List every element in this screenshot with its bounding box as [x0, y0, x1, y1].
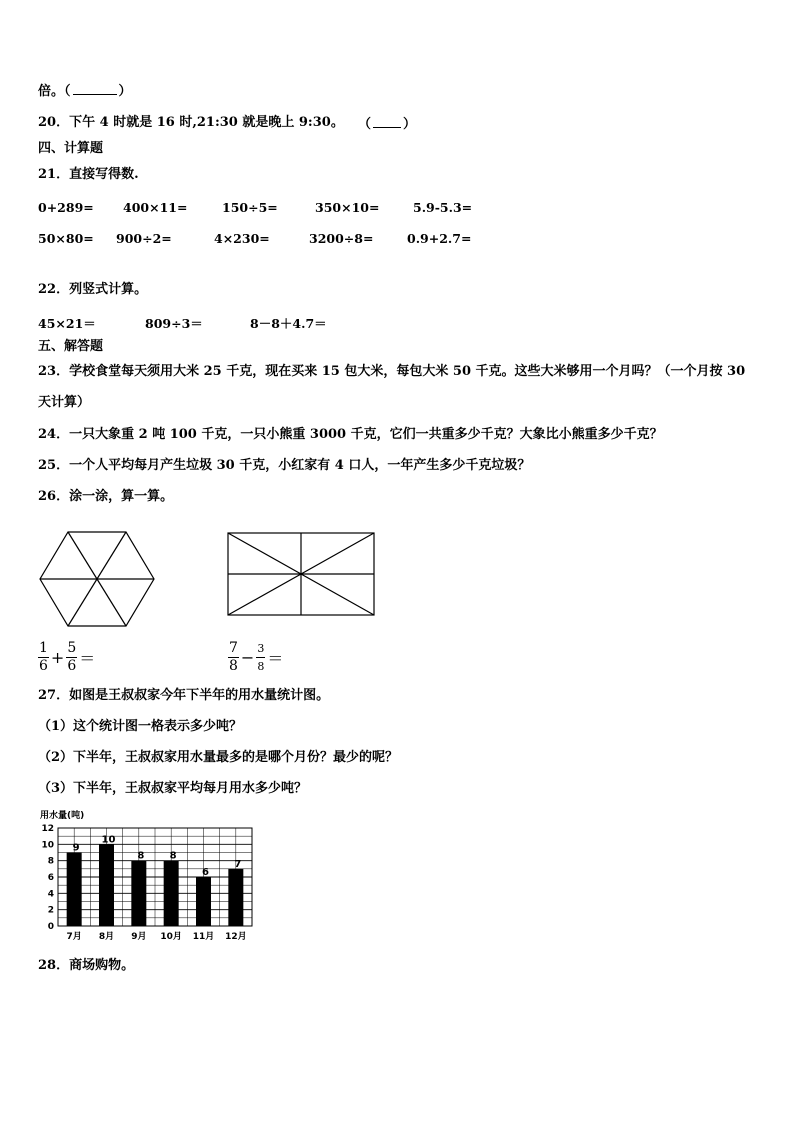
- bar: [67, 853, 82, 927]
- q23-line1: 23．学校食堂每天须用大米 25 千克，现在买来 15 包大米，每包大米 50 千克。这些大米够用一个月吗？（一个月按 30: [38, 364, 746, 379]
- calc21-2-5: 0.9+2.7=: [407, 231, 472, 246]
- hexagon-figure: [38, 530, 156, 630]
- q20-paren-close: ）: [403, 117, 417, 132]
- y-tick-label: 8: [47, 856, 54, 867]
- x-tick-label: 7月: [66, 932, 82, 942]
- bar: [228, 869, 243, 926]
- rectangle-figure: [226, 531, 376, 617]
- q19-text: 倍。（: [38, 84, 71, 99]
- fraction-expression-left: [38, 640, 97, 675]
- calc21-1-1: 0+289=: [38, 200, 94, 215]
- calc22-1: 45×21＝: [38, 316, 96, 331]
- q24: 24．一只大象重 2 吨 100 千克，一只小熊重 3000 千克，它们一共重多少千克？大象比小熊重多少千克？: [38, 427, 663, 442]
- fraction-7-8: [228, 640, 239, 675]
- y-tick-label: 0: [47, 922, 54, 932]
- bar: [164, 861, 179, 926]
- q20-paren-open: （: [358, 117, 372, 132]
- numerator: 5: [67, 640, 77, 656]
- denominator: 8: [257, 660, 265, 673]
- section-5-heading: 五、解答题: [38, 339, 104, 354]
- bar-data-label: 8: [169, 850, 177, 862]
- x-tick-label: 10月: [160, 932, 182, 942]
- y-tick-label: 10: [41, 840, 54, 851]
- answer-blank-19[interactable]: [73, 82, 117, 95]
- calc21-1-2: 400×11=: [123, 200, 188, 215]
- calc21-1-4: 350×10=: [315, 200, 380, 215]
- bar-data-label: 6: [202, 867, 209, 878]
- q25: 25．一个人平均每月产生垃圾 30 千克，小红家有 4 口人，一年产生多少千克垃圾？: [38, 458, 531, 473]
- denominator: 8: [229, 658, 238, 674]
- q23-line2: 天计算）: [38, 395, 91, 410]
- chart-ylabel: 用水量(吨): [40, 811, 85, 821]
- fraction-expression-right: [228, 640, 285, 675]
- bar: [99, 844, 114, 926]
- calc21-1-3: 150÷5=: [222, 200, 278, 215]
- y-tick-label: 4: [47, 889, 54, 900]
- x-tick-label: 9月: [131, 932, 147, 942]
- calc21-2-3: 4×230=: [214, 231, 270, 246]
- q20-answer: [358, 115, 416, 133]
- q19-paren-close: ）: [118, 84, 132, 99]
- calc22-3: 8－8＋4.7＝: [250, 316, 327, 331]
- bar-data-label: 10: [101, 834, 116, 846]
- q22: 22．列竖式计算。: [38, 282, 148, 297]
- x-tick-label: 8月: [98, 932, 115, 942]
- q26: 26．涂一涂，算一算。: [38, 489, 174, 504]
- calc22-2: 809÷3＝: [145, 316, 203, 331]
- bar: [196, 877, 211, 926]
- water-usage-chart: [36, 806, 266, 946]
- minus-sign: −: [240, 648, 255, 667]
- bar-data-label: 9: [72, 842, 80, 854]
- bar-data-label: 7: [234, 858, 242, 870]
- q28: 28．商场购物。: [38, 958, 135, 973]
- q27-sub3: （3）下半年，王叔叔家平均每月用水多少吨？: [38, 781, 308, 796]
- numerator: 7: [229, 640, 238, 656]
- y-tick-label: 2: [47, 905, 54, 916]
- fraction-1-6: [38, 640, 49, 675]
- calc21-2-1: 50×80=: [38, 231, 94, 246]
- bar-data-label: 8: [137, 850, 145, 862]
- q27-sub2: （2）下半年，王叔叔家用水量最多的是哪个月份？最少的呢？: [38, 750, 399, 765]
- y-tick-label: 12: [41, 824, 54, 834]
- q27: 27．如图是王叔叔家今年下半年的用水量统计图。: [38, 688, 330, 703]
- bar: [131, 861, 146, 926]
- calc21-2-4: 3200÷8=: [309, 231, 374, 246]
- y-tick-label: 6: [47, 873, 54, 883]
- fraction-3-8: [256, 640, 265, 675]
- x-tick-label: 11月: [192, 932, 215, 942]
- plus-sign: +: [50, 648, 65, 667]
- calc21-2-2: 900÷2=: [116, 231, 172, 246]
- q21: 21．直接写得数.: [38, 167, 139, 182]
- section-4-heading: 四、计算题: [38, 141, 104, 156]
- q20: [38, 115, 344, 131]
- numerator: 3: [256, 640, 265, 658]
- x-tick-label: 12月: [225, 932, 247, 942]
- equals-sign: ＝: [79, 649, 96, 668]
- q20-text: 20．下午 4 时就是 16 时,21:30 就是晚上 9:30。: [38, 115, 344, 130]
- calc21-1-5: 5.9-5.3=: [413, 200, 473, 215]
- denominator: 6: [39, 658, 48, 674]
- answer-blank-20[interactable]: [373, 115, 401, 128]
- equals-sign: ＝: [267, 649, 284, 668]
- denominator: 6: [67, 658, 77, 674]
- q27-sub1: （1）这个统计图一格表示多少吨？: [38, 719, 243, 734]
- numerator: 1: [39, 640, 48, 656]
- fraction-5-6: [66, 640, 77, 675]
- q19-tail: [38, 82, 132, 100]
